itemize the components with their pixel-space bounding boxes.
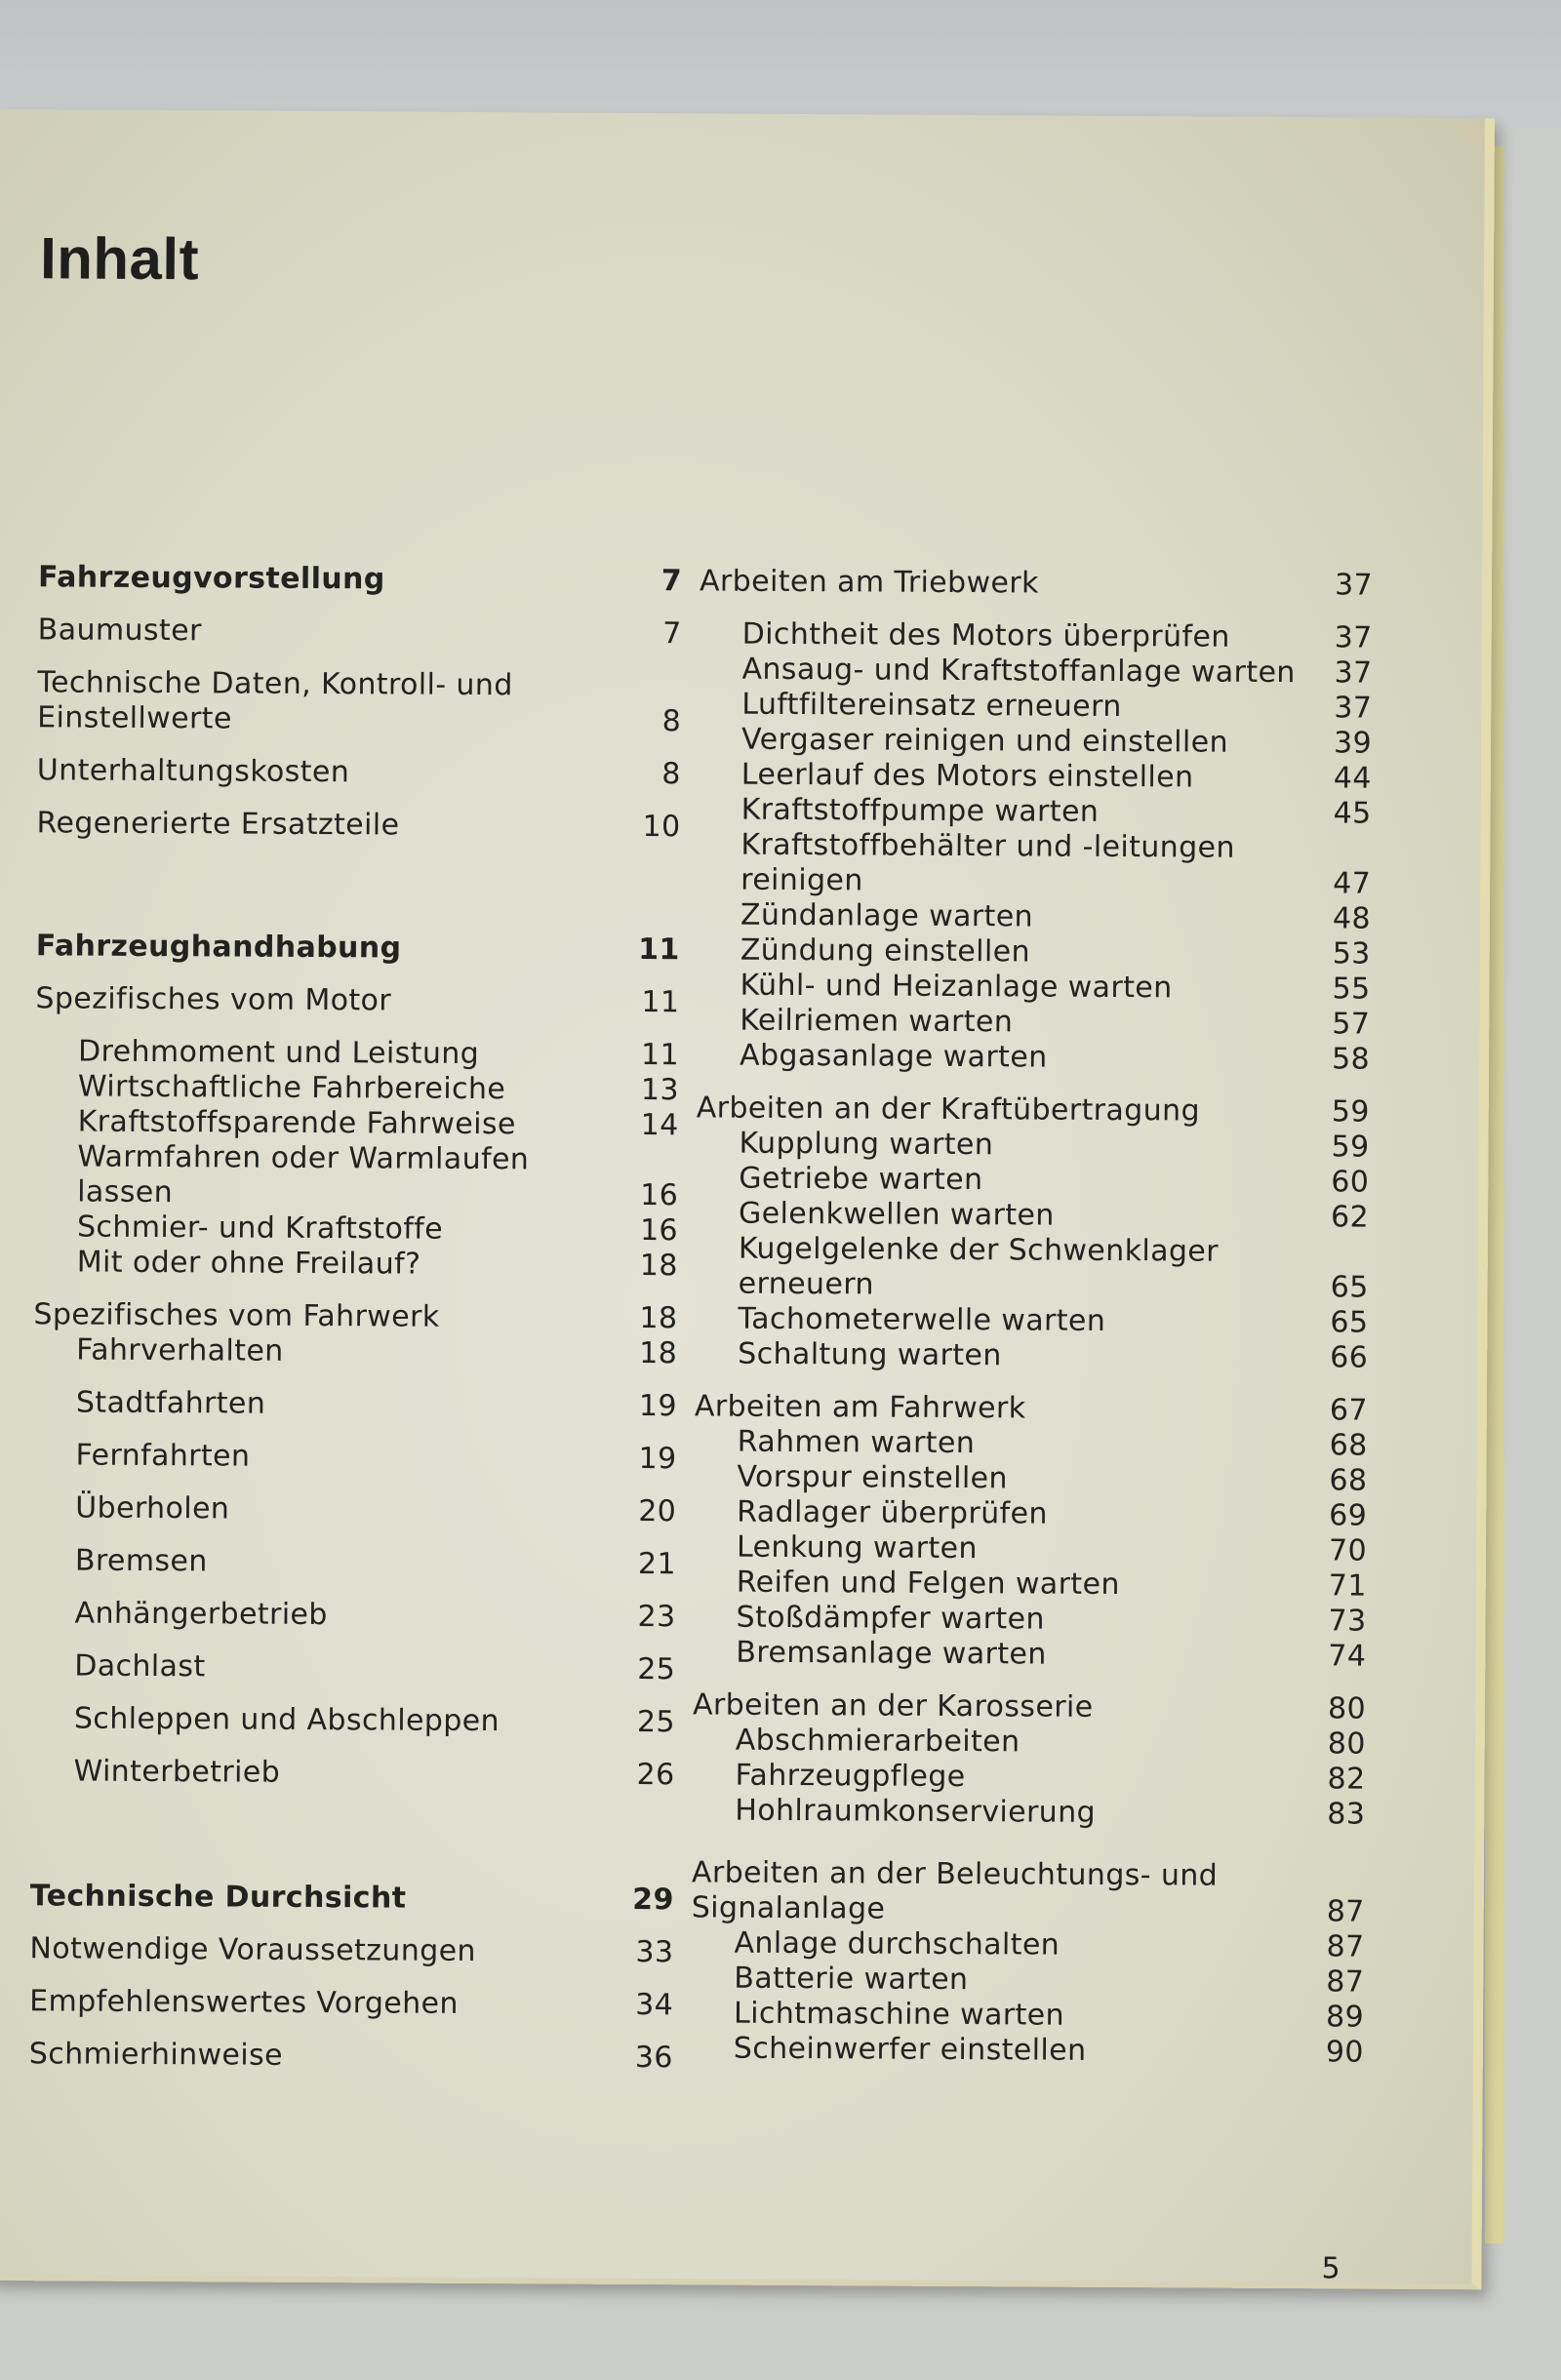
- toc-entry-page: 29: [632, 1882, 674, 1918]
- toc-entry-label: Mit oder ohne Freilauf?: [76, 1245, 421, 1282]
- toc-entry: [693, 1600, 1366, 1639]
- toc-entry-page: 20: [638, 1494, 677, 1529]
- toc-entry-label: Leerlauf des Motors einstellen: [740, 757, 1194, 795]
- toc-entry-label: Schleppen und Abschleppen: [73, 1701, 500, 1739]
- toc-entry-label: Fernfahrten: [75, 1438, 251, 1474]
- toc-entry: [31, 1648, 675, 1687]
- toc-entry-page: 87: [1326, 1964, 1365, 2000]
- toc-entry-label: Baumuster: [37, 613, 202, 649]
- toc-entry: [693, 1723, 1366, 1762]
- toc-entry-page: 26: [636, 1758, 675, 1793]
- toc-entry-page: 59: [1331, 1094, 1370, 1130]
- toc-entry-label: Warmfahren oder Warmlaufen lassen: [77, 1139, 530, 1210]
- toc-entry-label: Arbeiten an der Beleuchtungs- und Signalanlage: [691, 1855, 1219, 1926]
- toc-entry: [33, 1385, 677, 1424]
- toc-entry-page: 23: [637, 1600, 676, 1635]
- toc-entry-label: Empfehlenswertes Vorgehen: [29, 1984, 460, 2021]
- toc-entry-page: 90: [1325, 2035, 1364, 2070]
- toc-entry-label: Scheinwerfer einstellen: [733, 2031, 1087, 2068]
- toc-entry-label: Lichtmaschine warten: [733, 1996, 1065, 2033]
- toc-entry-label: Arbeiten an der Kraftübertragung: [696, 1091, 1201, 1129]
- toc-entry: [700, 564, 1373, 603]
- toc-entry-page: 65: [1330, 1305, 1369, 1340]
- toc-entry-page: 18: [639, 1301, 678, 1336]
- toc-entry-label: Gelenkwellen warten: [738, 1196, 1055, 1233]
- toc-entry-page: 39: [1333, 726, 1373, 761]
- toc-entry: [692, 1758, 1365, 1797]
- toc-entry-page: 68: [1329, 1428, 1368, 1463]
- toc-entry-label: Winterbetrieb: [73, 1754, 281, 1790]
- toc-entry: [34, 1245, 678, 1284]
- toc-entry-label: Anlage durchschalten: [734, 1925, 1061, 1963]
- toc-entry: [691, 1996, 1364, 2035]
- toc-entry: [696, 1231, 1369, 1305]
- toc-entry-page: 55: [1332, 972, 1371, 1007]
- toc-entry: [37, 753, 681, 792]
- toc-entry: [29, 2037, 673, 2076]
- toc-entry-label: Technische Durchsicht: [29, 1879, 407, 1916]
- toc-entry-page: 8: [661, 757, 681, 792]
- toc-entry-page: 44: [1333, 761, 1372, 796]
- toc-entry-page: 71: [1328, 1568, 1367, 1604]
- toc-entry-page: 53: [1332, 936, 1371, 972]
- toc-entry-page: 65: [1330, 1270, 1369, 1305]
- page-title: Inhalt: [39, 225, 200, 293]
- toc-entry-label: Zündanlage warten: [740, 897, 1034, 934]
- toc-entry: [695, 1336, 1368, 1375]
- toc-entry-page: 11: [641, 985, 680, 1020]
- toc-entry-label: Schmierhinweise: [28, 2037, 284, 2073]
- toc-entry: [698, 932, 1371, 972]
- toc-entry: [38, 560, 682, 599]
- toc-entry: [33, 1297, 677, 1336]
- toc-entry-page: 70: [1328, 1533, 1368, 1568]
- toc-entry-page: 47: [1333, 866, 1372, 901]
- toc-entry-label: Getriebe warten: [739, 1161, 983, 1198]
- toc-entry-page: 16: [640, 1178, 679, 1213]
- toc-entry: [29, 1931, 673, 1970]
- toc-entry: [30, 1754, 674, 1793]
- toc-entry-label: Schmier- und Kraftstoffe: [76, 1210, 444, 1247]
- toc-entry: [694, 1494, 1367, 1533]
- toc-entry-label: Unterhaltungskosten: [36, 753, 350, 790]
- toc-entry-label: Fahrzeughandhabung: [35, 929, 402, 966]
- toc-entry-label: Dachlast: [74, 1648, 206, 1685]
- spacer: [36, 841, 681, 932]
- toc-entry-page: 21: [637, 1547, 677, 1582]
- toc-entry-page: 10: [642, 810, 681, 845]
- toc-entry: [700, 616, 1373, 655]
- toc-entry-page: 87: [1326, 1929, 1365, 1964]
- toc-entry-label: Schaltung warten: [738, 1336, 1002, 1373]
- toc-entry-page: 59: [1331, 1130, 1370, 1165]
- toc-entry-page: 82: [1327, 1762, 1366, 1797]
- toc-entry: [29, 1984, 673, 2023]
- toc-entry-label: Dichtheit des Motors überprüfen: [741, 616, 1230, 654]
- toc-entry-label: Arbeiten am Fahrwerk: [694, 1389, 1026, 1426]
- toc-entry: [31, 1596, 675, 1635]
- toc-entry: [35, 1104, 679, 1143]
- toc-entry-page: 18: [639, 1249, 678, 1284]
- toc-entry-label: Stadtfahrten: [75, 1385, 266, 1421]
- toc-entry-label: Arbeiten an der Karosserie: [692, 1687, 1094, 1725]
- toc-entry-page: 58: [1331, 1042, 1371, 1077]
- toc-entry: [36, 806, 680, 845]
- toc-entry-page: 19: [638, 1389, 677, 1424]
- toc-entry-page: 83: [1327, 1797, 1366, 1832]
- toc-entry: [699, 757, 1372, 796]
- toc-entry: [697, 1091, 1370, 1130]
- toc-entry-label: Keilriemen warten: [740, 1003, 1014, 1040]
- toc-entry: [35, 981, 679, 1020]
- toc-entry-label: Zündung einstellen: [740, 932, 1031, 970]
- toc-entry-label: Kupplung warten: [739, 1126, 994, 1163]
- toc-entry-label: Fahrzeugpflege: [735, 1758, 966, 1795]
- toc-entry: [34, 1139, 678, 1213]
- toc-entry: [698, 827, 1371, 901]
- toc-entry-page: 34: [635, 1988, 674, 2023]
- toc-entry-label: Stoßdämpfer warten: [736, 1600, 1045, 1637]
- toc-entry-label: Batterie warten: [734, 1961, 969, 1998]
- toc-entry-page: 37: [1334, 620, 1373, 655]
- toc-entry: [696, 1126, 1369, 1165]
- toc-left-column: [29, 560, 682, 2076]
- toc-entry: [699, 687, 1372, 726]
- toc-entry: [694, 1529, 1367, 1568]
- toc-entry-label: Technische Daten, Kontroll- und Einstellwerte: [37, 665, 513, 736]
- toc-right-column: [691, 564, 1373, 2070]
- toc-entry-label: Bremsen: [74, 1543, 208, 1579]
- toc-entry: [694, 1459, 1367, 1498]
- toc-entry: [693, 1687, 1366, 1726]
- toc-entry: [33, 1332, 677, 1371]
- toc-entry: [30, 1879, 674, 1918]
- toc-entry-page: 89: [1325, 2000, 1365, 2035]
- toc-entry: [32, 1543, 676, 1582]
- toc-entry: [32, 1490, 676, 1529]
- toc-entry: [691, 2031, 1364, 2070]
- toc-entry-label: Anhängerbetrieb: [74, 1596, 328, 1633]
- toc-entry-page: 69: [1329, 1498, 1368, 1533]
- toc-entry-label: Spezifisches vom Fahrwerk: [33, 1297, 440, 1334]
- toc-entry-page: 60: [1331, 1165, 1370, 1200]
- toc-entry-label: Fahrzeugvorstellung: [37, 560, 385, 597]
- toc-entry-label: Bremsanlage warten: [736, 1635, 1047, 1672]
- background: [0, 0, 1561, 127]
- toc-entry-label: Kugelgelenke der Schwenklager erneuern: [738, 1231, 1220, 1302]
- toc-entry: [696, 1196, 1369, 1235]
- toc-entry: [698, 897, 1371, 936]
- toc-entry-page: 18: [639, 1336, 678, 1371]
- toc-entry-label: Radlager überprüfen: [737, 1494, 1048, 1531]
- toc-entry: [699, 652, 1372, 691]
- toc-entry: [697, 1003, 1370, 1042]
- toc-entry-label: Kraftstoffbehälter und -leitungen reinigen: [740, 827, 1235, 898]
- toc-entry: [35, 1034, 679, 1073]
- toc-entry-label: Notwendige Voraussetzungen: [29, 1931, 477, 1969]
- toc-entry: [695, 1389, 1368, 1428]
- toc-entry-page: 33: [635, 1935, 674, 1970]
- toc-entry-label: Vergaser reinigen und einstellen: [740, 722, 1229, 760]
- toc-entry-page: 11: [638, 932, 680, 968]
- toc-entry-label: Regenerierte Ersatzteile: [36, 806, 400, 843]
- toc-entry-page: 62: [1330, 1200, 1370, 1235]
- book-page: [0, 109, 1495, 2289]
- toc-entry: [696, 1161, 1369, 1200]
- toc-entry-label: Spezifisches vom Motor: [35, 981, 392, 1018]
- toc-entry-label: Tachometerwelle warten: [738, 1301, 1106, 1338]
- toc-entry-page: 80: [1327, 1726, 1366, 1762]
- toc-entry-label: Überholen: [75, 1490, 230, 1527]
- toc-entry: [695, 1301, 1368, 1340]
- toc-entry: [695, 1424, 1368, 1463]
- toc-entry-label: Ansaug- und Kraftstoffanlage warten: [741, 652, 1296, 691]
- toc-entry: [694, 1565, 1367, 1604]
- toc-entry-page: 48: [1332, 901, 1372, 936]
- toc-entry: [697, 968, 1370, 1007]
- toc-entry-label: Abschmierarbeiten: [735, 1723, 1021, 1760]
- toc-entry-page: 66: [1330, 1340, 1369, 1375]
- toc-entry-label: Reifen und Felgen warten: [736, 1565, 1120, 1603]
- toc-entry-page: 19: [638, 1442, 677, 1477]
- page-number: 5: [1321, 2251, 1341, 2286]
- toc-entry: [691, 1925, 1364, 1964]
- toc-entry-page: 45: [1333, 796, 1372, 831]
- toc-entry-label: Kühl- und Heizanlage warten: [740, 968, 1173, 1006]
- toc-entry-page: 73: [1328, 1604, 1367, 1639]
- toc-entry-page: 16: [639, 1213, 679, 1249]
- toc-entry-page: 37: [1334, 568, 1374, 603]
- toc-entry-page: 57: [1332, 1007, 1371, 1042]
- toc-entry-page: 37: [1334, 655, 1373, 691]
- toc-entry-label: Kraftstoffsparende Fahrweise: [77, 1104, 516, 1142]
- toc-entry-page: 7: [662, 616, 682, 652]
- toc-entry: [32, 1438, 676, 1477]
- toc-entry: [692, 1793, 1365, 1832]
- spacer: [30, 1789, 675, 1883]
- toc-entry-page: 25: [636, 1705, 676, 1740]
- toc-entry-page: 8: [661, 704, 682, 739]
- toc-entry-page: 37: [1334, 691, 1373, 726]
- toc-entry-page: 87: [1326, 1894, 1365, 1929]
- toc-entry: [697, 1038, 1370, 1077]
- spacer: [692, 1828, 1365, 1859]
- toc-entry-label: Arbeiten am Triebwerk: [699, 564, 1039, 601]
- toc-entry-page: 67: [1329, 1393, 1368, 1428]
- toc-entry: [699, 722, 1372, 761]
- toc-entry: [691, 1961, 1364, 2000]
- toc-entry: [37, 665, 681, 739]
- toc-entry-label: Rahmen warten: [737, 1424, 976, 1461]
- toc-entry: [692, 1855, 1365, 1929]
- toc-entry-page: 25: [637, 1652, 676, 1687]
- toc-entry-label: Drehmoment und Leistung: [77, 1034, 480, 1072]
- toc-entry-label: Abgasanlage warten: [739, 1038, 1048, 1075]
- toc-entry-label: Hohlraumkonservierung: [735, 1793, 1097, 1830]
- toc-entry-page: 74: [1328, 1639, 1367, 1674]
- toc-entry: [693, 1635, 1366, 1674]
- toc-entry-label: Wirtschaftliche Fahrbereiche: [77, 1069, 506, 1107]
- toc-entry-label: Lenkung warten: [736, 1529, 978, 1567]
- toc-entry: [31, 1701, 675, 1740]
- toc-entry: [36, 929, 680, 968]
- toc-entry-page: 68: [1329, 1463, 1368, 1498]
- toc-entry: [35, 1069, 679, 1108]
- toc-entry-page: 13: [640, 1073, 679, 1108]
- toc-entry-label: Kraftstoffpumpe warten: [740, 792, 1100, 829]
- toc-entry: [699, 792, 1372, 831]
- toc-entry-page: 11: [640, 1038, 680, 1073]
- toc-entry-page: 14: [640, 1108, 679, 1143]
- toc-entry: [34, 1210, 678, 1249]
- toc-entry-page: 7: [660, 564, 683, 599]
- toc-entry-label: Vorspur einstellen: [737, 1459, 1008, 1496]
- toc-entry-label: Luftfiltereinsatz erneuern: [741, 687, 1122, 725]
- toc-entry-page: 36: [634, 2041, 673, 2076]
- toc-entry-page: 80: [1327, 1691, 1367, 1726]
- toc-entry: [38, 613, 682, 652]
- toc-entry-label: Fahrverhalten: [76, 1332, 284, 1368]
